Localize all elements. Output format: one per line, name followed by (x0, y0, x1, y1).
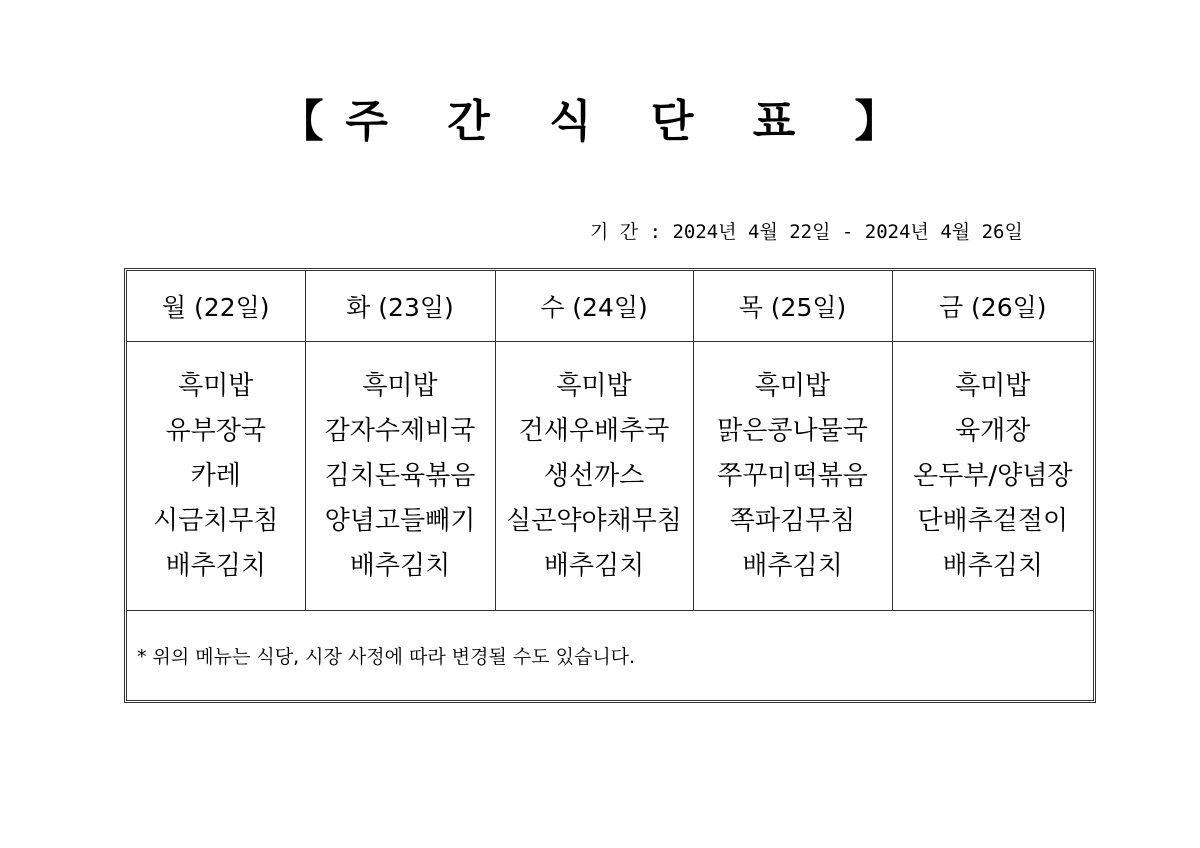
menu-item: 온두부/양념장 (913, 460, 1073, 491)
menu-item: 실곤약야채무침 (506, 505, 682, 536)
menu-cell-tue (305, 342, 495, 611)
day-header-mon: 월 (22일) (127, 271, 305, 342)
menu-item: 유부장국 (165, 415, 266, 446)
menu-item: 흑미밥 (754, 370, 831, 401)
menu-item: 단배추겉절이 (917, 505, 1069, 536)
menu-cell-wed (495, 342, 693, 611)
menu-item: 흑미밥 (178, 370, 254, 401)
menu-item: 쪽파김무침 (729, 505, 856, 536)
menu-item: 육개장 (955, 415, 1031, 446)
menu-item: 카레 (190, 460, 241, 491)
day-header-fri: 금 (26일) (892, 271, 1093, 342)
day-header-thu: 목 (25일) (693, 271, 892, 342)
day-header-wed: 수 (24일) (495, 271, 693, 342)
menu-item: 시금치무침 (152, 505, 279, 536)
weekly-menu-table (124, 268, 1096, 703)
note-row (127, 611, 1093, 701)
menu-cell-thu (693, 342, 892, 611)
footnote: * 위의 메뉴는 식당, 시장 사정에 따라 변경될 수도 있습니다. (127, 611, 1093, 701)
menu-item: 맑은콩나물국 (717, 415, 868, 446)
menu-item: 감자수제비국 (324, 415, 476, 446)
menu-item: 배추김치 (165, 550, 266, 581)
menu-cell-mon (127, 342, 305, 611)
menu-item: 건새우배추국 (518, 415, 670, 446)
menu-item: 생선까스 (543, 460, 645, 491)
menu-item: 쭈꾸미떡볶음 (717, 460, 868, 491)
menu-item: 양념고들빼기 (324, 505, 476, 536)
menu-items-row (127, 342, 1093, 611)
menu-item: 김치돈육볶음 (324, 460, 476, 491)
menu-item: 배추김치 (742, 550, 843, 581)
period-text: 기 간 : 2024년 4월 22일 - 2024년 4월 26일 (590, 221, 1023, 243)
day-header-row (127, 271, 1093, 342)
menu-cell-fri (892, 342, 1093, 611)
menu-item: 흑미밥 (556, 370, 632, 401)
menu-item: 배추김치 (543, 550, 645, 581)
day-header-tue: 화 (23일) (305, 271, 495, 342)
menu-item: 배추김치 (942, 550, 1043, 581)
menu-item: 흑미밥 (955, 370, 1031, 401)
menu-item: 배추김치 (349, 550, 451, 581)
menu-item: 흑미밥 (362, 370, 438, 401)
page-title: 【주 간 식 단 표 】 (279, 96, 921, 147)
